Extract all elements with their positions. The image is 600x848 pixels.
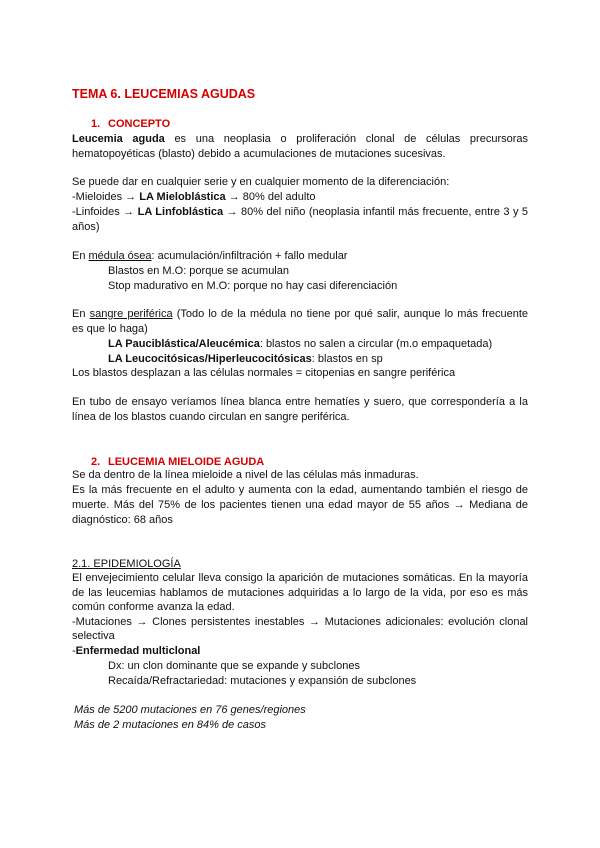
section-title: CONCEPTO <box>108 118 171 130</box>
text-line <box>108 337 528 352</box>
text-line: El envejecimiento celular lleva consigo la aparición de mutaciones somáticas. En la mayoría <box>72 572 528 584</box>
underlined-term: sangre periférica <box>89 308 173 320</box>
subsection-title: 2.1. EPIDEMIOLOGÍA <box>72 558 181 570</box>
text-line <box>72 249 528 264</box>
text-line <box>72 190 528 205</box>
text: → 80% del adulto <box>225 191 316 203</box>
section-1-heading <box>72 117 528 132</box>
text-line: diagnóstico: 68 años <box>72 514 173 526</box>
term: LA Pauciblástica/Aleucémica <box>108 338 260 350</box>
text-line: Stop madurativo en M.O: porque no hay casi diferenciación <box>108 280 398 292</box>
italic-note <box>74 718 530 733</box>
text-line: años) <box>72 221 100 233</box>
subsection-heading <box>72 557 528 572</box>
definition-line <box>72 132 528 147</box>
underlined-term: médula ósea <box>88 250 152 262</box>
text-line: de las leucemias hablamos de mutaciones adquiridas a lo largo de la vida, por eso es más <box>72 587 528 599</box>
text: -Linfoides → <box>72 206 138 218</box>
text-line: Recaída/Refractariedad: mutaciones y expansión de subclones <box>108 675 417 687</box>
text: (Todo lo de la médula no tiene por qué salir, aunque lo más frecuente <box>172 308 529 320</box>
text-line: línea de los blastos cuando circulan en sangre periférica. <box>72 411 350 423</box>
text: → 80% del niño (neoplasia infantil más frecuente, entre 3 y 5 <box>223 206 529 218</box>
section-number: 2. <box>91 456 101 468</box>
text-line <box>72 307 528 322</box>
text-line <box>72 644 528 659</box>
text-line: Blastos en M.O: porque se acumulan <box>108 265 289 277</box>
text: - <box>72 645 76 657</box>
text-line: Se da dentro de la línea mieloide a nivel de las células más inmaduras. <box>72 469 419 481</box>
text: : blastos en sp <box>311 353 383 365</box>
text: En <box>72 308 90 320</box>
text-line <box>72 205 528 220</box>
text-line: hematopoyéticas (blasto) debido a acumulaciones de mutaciones sucesivas. <box>72 148 446 160</box>
italic-note <box>74 703 530 718</box>
text: -Mieloides → <box>72 191 140 203</box>
term: Enfermedad multiclonal <box>75 645 201 657</box>
section-title: LEUCEMIA MIELOIDE AGUDA <box>108 456 265 468</box>
text-line: Es la más frecuente en el adulto y aumenta con la edad, aumentando también el riesgo de <box>72 484 528 496</box>
term: LA Leucocitósicas/Hiperleucocitósicas <box>108 353 312 365</box>
text: En <box>72 250 89 262</box>
text-line: muerte. Más del 75% de los pacientes tienen una edad mayor de 55 años → Mediana de <box>72 499 528 511</box>
term: Leucemia aguda <box>72 133 165 145</box>
text-line <box>108 352 528 367</box>
text: : blastos no salen a circular (m.o empaquetada) <box>259 338 493 350</box>
term: LA Linfoblástica <box>137 206 224 218</box>
term: LA Mieloblástica <box>139 191 226 203</box>
section-number: 1. <box>91 118 101 130</box>
text-line: Los blastos desplazan a las células normales = citopenias en sangre periférica <box>72 367 456 379</box>
text: : acumulación/infiltración + fallo medular <box>151 250 348 262</box>
text-line: En tubo de ensayo veríamos línea blanca entre hematíes y suero, que correspondería a la <box>72 396 528 408</box>
text-line: selectiva <box>72 630 115 642</box>
page-title: TEMA 6. LEUCEMIAS AGUDAS <box>72 87 256 101</box>
text: es una neoplasia o proliferación clonal de células precursoras <box>164 133 529 145</box>
text-line: Dx: un clon dominante que se expande y subclones <box>108 660 360 672</box>
text-line: común conforme avanza la edad. <box>72 601 235 613</box>
text-line: es que lo haga) <box>72 323 148 335</box>
text: Más de 5200 mutaciones en 76 genes/regiones <box>74 704 306 716</box>
text-line: -Mutaciones → Clones persistentes inestables → Mutaciones adicionales: evolución clonal <box>72 616 528 628</box>
text-line: Se puede dar en cualquier serie y en cualquier momento de la diferenciación: <box>72 176 450 188</box>
text: Más de 2 mutaciones en 84% de casos <box>74 719 267 731</box>
